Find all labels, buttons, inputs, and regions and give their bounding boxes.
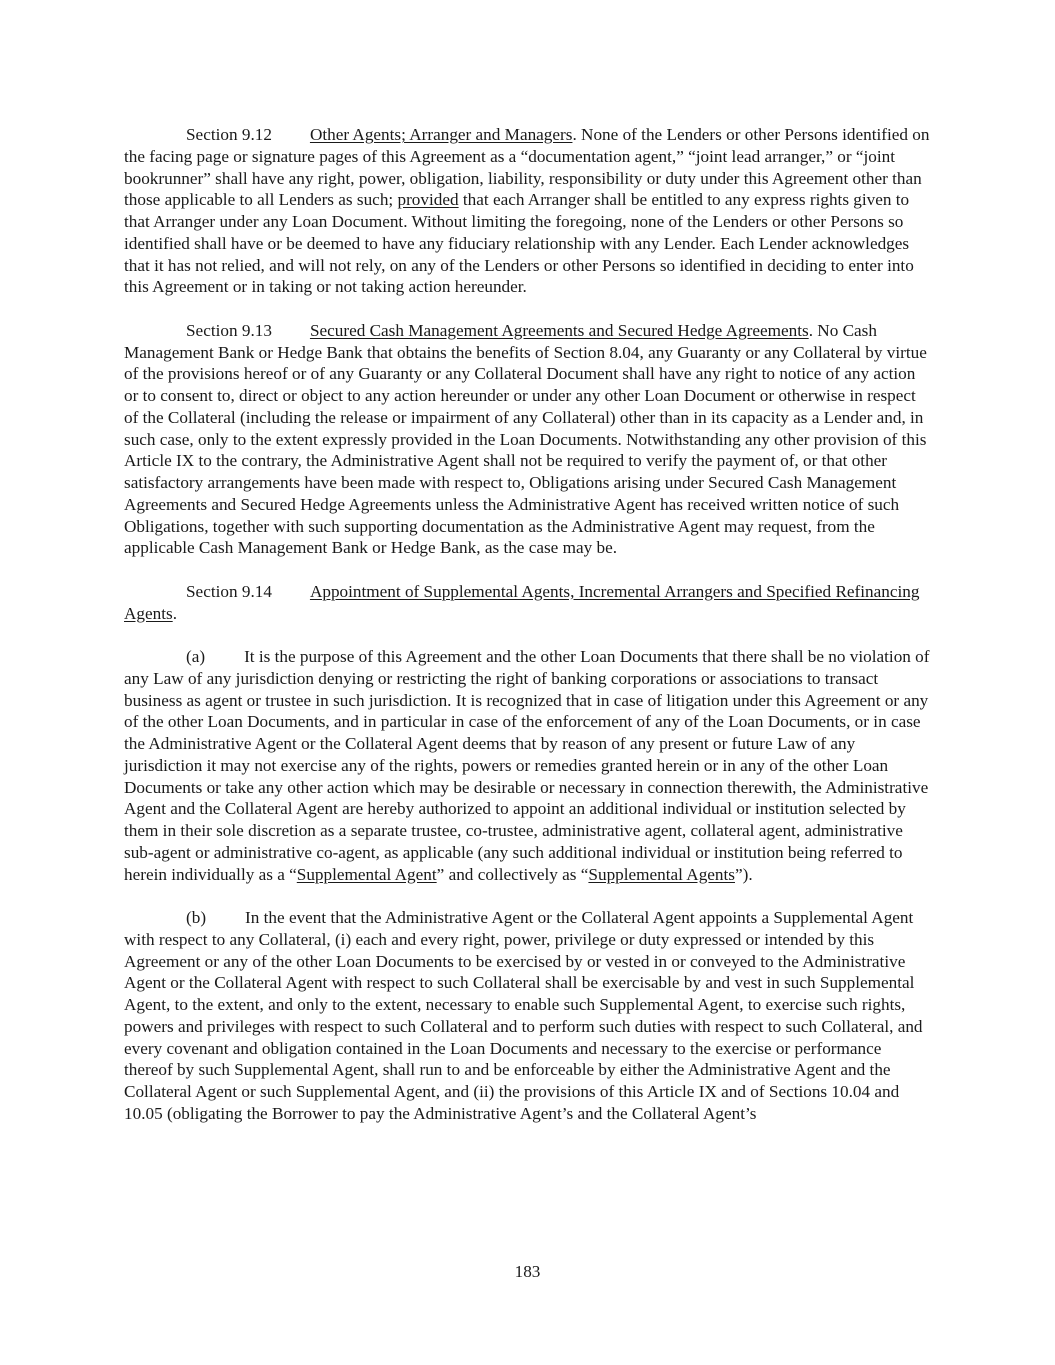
subsection-body-end: ”). bbox=[734, 864, 753, 884]
defined-term-supplemental-agent: Supplemental Agent bbox=[296, 864, 437, 884]
subsection-body: It is the purpose of this Agreement and the other Loan Documents that there shall be no violation of any Law of any jurisdiction denying or restricting the right of banking corporations or associations to transact business as agent or trustee in such jurisdiction. It is recognized that in case of litigation under this Agreement or any of the other Loan Documents, and in particular in case of the enforcement of any of the Loan Documents, or in case the Administrative Agent or the Collateral Agent deems that by reason of any present or future Law of any jurisdiction it may not exercise any of the rights, powers or remedies granted herein or in any of the other Loan Documents or take any other action which may be desirable or necessary in connection therewith, the Administrative Agent and the Collateral Agent are hereby authorized to appoint an additional individual or institution selected by them in their sole discretion as a separate trustee, co-trustee, administrative agent, collateral agent, administrative sub-agent or administrative co-agent, as applicable (any such additional individual or institution being referred to herein individually as a “ bbox=[124, 647, 930, 884]
section-title: Appointment of Supplemental Agents, Incremental Arrangers and Specified Refinancing Agents bbox=[124, 581, 920, 623]
emphasis-provided: provided bbox=[397, 190, 459, 210]
section-title-end: . bbox=[808, 320, 813, 340]
section-title: Other Agents; Arranger and Managers bbox=[309, 125, 573, 144]
subsection-b-paragraph bbox=[124, 907, 930, 1125]
section-title-end: . bbox=[172, 603, 177, 623]
section-9-14-heading bbox=[124, 581, 930, 625]
page-number: 183 bbox=[514, 1262, 541, 1281]
section-body: None of the Lenders or other Persons identified on the facing page or signature pages of this Agreement as a “documentation agent,” “joint lead arranger,” or “joint bookrunner” shall have any right, power, obligation, liability, responsibility or duty under this Agreement other than those applicable to all Lenders as such; bbox=[124, 125, 930, 210]
document-page bbox=[124, 124, 930, 1146]
section-number: Section 9.13 bbox=[186, 320, 272, 340]
section-title: Secured Cash Management Agreements and Secured Hedge Agreements bbox=[309, 320, 809, 340]
section-body-continued: that each Arranger shall be entitled to any express rights given to that Arranger under any Loan Document. Without limiting the foregoing, none of the Lenders or other Persons so identified shall have or be deemed to have any fiduciary relationship with any Lender. Each Lender acknowledges that it has not relied, and will not rely, on any of the Lenders or other Persons so identified in deciding to enter into this Agreement or in taking or not taking action hereunder. bbox=[124, 190, 914, 297]
subsection-a-paragraph bbox=[124, 646, 930, 885]
subsection-label: (b) bbox=[186, 908, 207, 927]
section-title-end: . bbox=[572, 125, 577, 144]
section-body: No Cash Management Bank or Hedge Bank that obtains the benefits of Section 8.04, any Guaranty or any Collateral by virtue of the provisions hereof or of any Guaranty or any Collateral Document shall have any right to notice of any action or to consent to, direct or object to any action hereunder or under any other Loan Document or otherwise in respect of the Collateral (including the release or impairment of any Collateral) other than in its capacity as a Lender and, in such case, only to the extent expressly provided in the Loan Documents. Notwithstanding any other provision of this Article IX to the contrary, the Administrative Agent shall not be required to verify the payment of, or that other satisfactory arrangements have been made with respect to, Obligations arising under Secured Cash Management Agreements and Secured Hedge Agreements unless the Administrative Agent has received written notice of such Obligations, together with such supporting documentation as the Administrative Agent may request, from the applicable Cash Management Bank or Hedge Bank, as the case may be. bbox=[124, 320, 927, 558]
section-9-13-paragraph bbox=[124, 320, 930, 559]
section-number: Section 9.14 bbox=[186, 581, 272, 601]
section-9-12-paragraph bbox=[124, 124, 930, 298]
subsection-body-continued: ” and collectively as “ bbox=[436, 864, 589, 884]
subsection-label: (a) bbox=[186, 647, 206, 666]
defined-term-supplemental-agents: Supplemental Agents bbox=[588, 864, 735, 884]
section-number: Section 9.12 bbox=[186, 125, 272, 144]
subsection-body: In the event that the Administrative Agent or the Collateral Agent appoints a Supplemental Agent with respect to any Collateral, (i) each and every right, power, privilege or duty expressed or intended by this Agreement or any of the other Loan Documents to be exercised by or vested in or conveyed to the Administrative Agent or the Collateral Agent with respect to such Collateral shall be exercisable by and vest in such Supplemental Agent, to the extent, and only to the extent, necessary to enable such Supplemental Agent, to exercise such rights, powers and privileges with respect to such Collateral and to perform such duties with respect to such Collateral, and every covenant and obligation contained in the Loan Documents and necessary to the exercise or performance thereof by such Supplemental Agent, shall run to and be enforceable by either the Administrative Agent and the Collateral Agent or such Supplemental Agent, and (ii) the provisions of this Article IX and of Sections 10.04 and 10.05 (obligating the Borrower to pay the Administrative Agent’s and the Collateral Agent’s bbox=[124, 908, 923, 1123]
